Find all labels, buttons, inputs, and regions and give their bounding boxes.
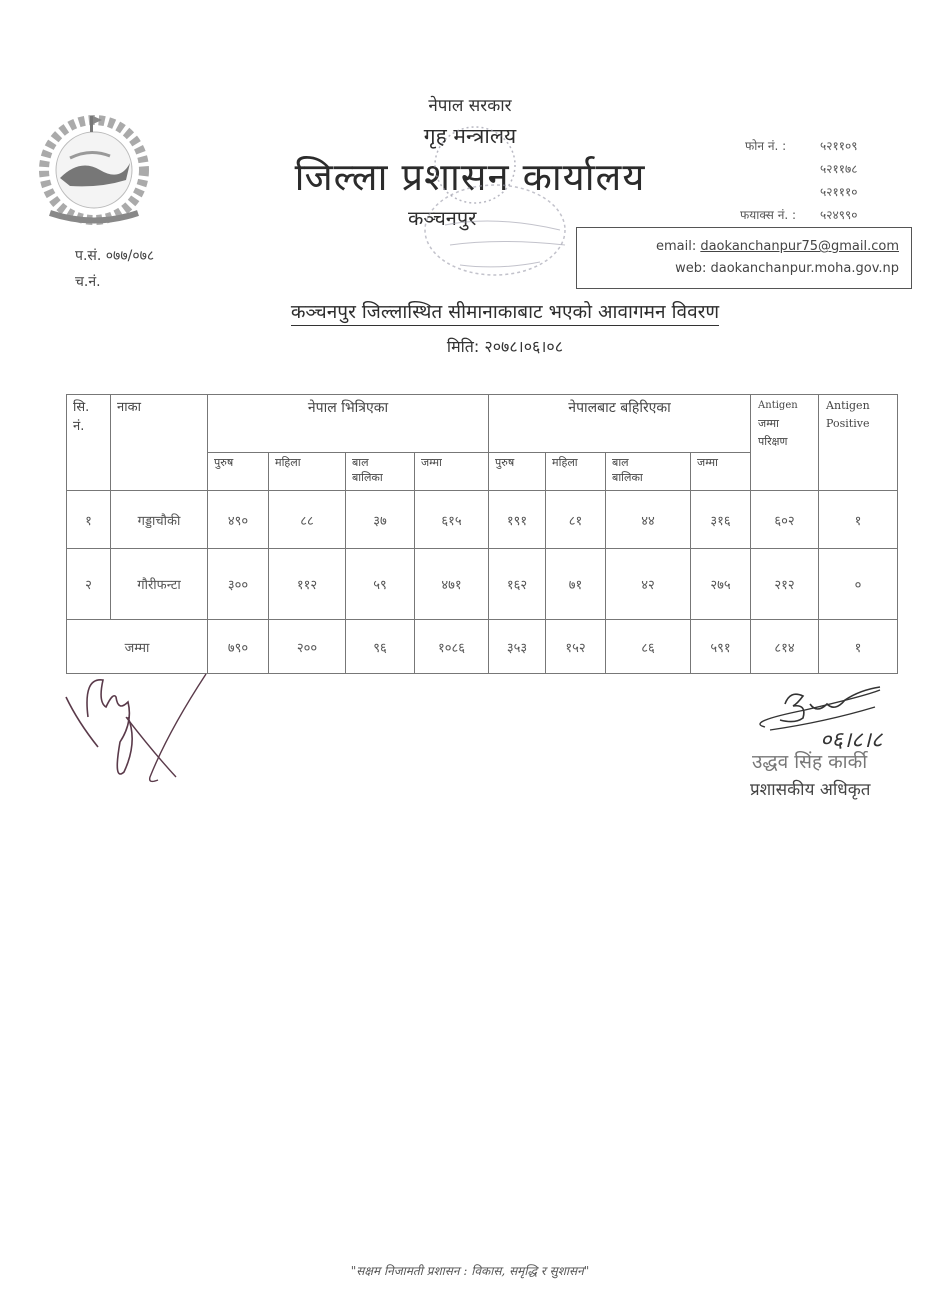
cell-out-children: ४४ bbox=[606, 491, 691, 549]
ministry-name: गृह मन्त्रालय bbox=[423, 124, 517, 148]
cell-out-female: ७१ bbox=[546, 549, 606, 620]
officer-name: उद्धव सिंह कार्की bbox=[752, 751, 868, 773]
cell-in-female: ८८ bbox=[269, 491, 346, 549]
cell-total-in-female: २०० bbox=[269, 620, 346, 674]
sub-header-children-in: बाल बालिका bbox=[346, 453, 415, 491]
cell-out-male: १९१ bbox=[489, 491, 546, 549]
left-signature bbox=[58, 672, 218, 787]
handwritten-date: ०६।८।८ bbox=[820, 728, 883, 752]
government-name: नेपाल सरकार bbox=[428, 96, 512, 116]
cell-out-children: ४२ bbox=[606, 549, 691, 620]
cell-sn: १ bbox=[67, 491, 111, 549]
cell-total-out-female: १५२ bbox=[546, 620, 606, 674]
cell-total-antigen-total: ८१४ bbox=[751, 620, 819, 674]
cell-antigen-positive: १ bbox=[819, 491, 898, 549]
header-row-1 bbox=[67, 395, 898, 453]
antigen-total-en: Antigen bbox=[758, 400, 798, 411]
phone-1: ५२११०९ bbox=[820, 139, 858, 153]
header-entered-nepal: नेपाल भित्रिएका bbox=[208, 395, 489, 453]
header-antigen-positive: Antigen Positive bbox=[819, 395, 898, 491]
cell-in-children: ३७ bbox=[346, 491, 415, 549]
table-total-row bbox=[67, 620, 898, 674]
cell-total-out-total: ५९१ bbox=[691, 620, 751, 674]
header-antigen-total bbox=[751, 395, 819, 491]
cell-naka: गौरीफन्टा bbox=[111, 549, 208, 620]
email-line bbox=[577, 236, 899, 258]
cell-out-male: १६२ bbox=[489, 549, 546, 620]
document-date: मिति: २०७८।०६।०८ bbox=[446, 337, 564, 356]
contact-box bbox=[576, 227, 912, 289]
web-label: web: bbox=[675, 261, 707, 276]
cell-antigen-total: २१२ bbox=[751, 549, 819, 620]
cell-in-male: ४९० bbox=[208, 491, 269, 549]
cell-sn: २ bbox=[67, 549, 111, 620]
officer-title: प्रशासकीय अधिकृत bbox=[750, 780, 871, 800]
table-row bbox=[67, 491, 898, 549]
header-left-nepal: नेपालबाट बहिरिएका bbox=[489, 395, 751, 453]
email-link[interactable]: daokanchanpur75@gmail.com bbox=[700, 239, 899, 254]
cell-in-children: ५९ bbox=[346, 549, 415, 620]
cell-in-total: ६१५ bbox=[415, 491, 489, 549]
cell-total-in-male: ७९० bbox=[208, 620, 269, 674]
phone-label: फोन नं. : bbox=[745, 139, 787, 153]
cell-total-antigen-positive: १ bbox=[819, 620, 898, 674]
cell-antigen-positive: ० bbox=[819, 549, 898, 620]
fax-label: फयाक्स नं. : bbox=[740, 208, 797, 222]
cell-total-out-children: ८६ bbox=[606, 620, 691, 674]
cell-total-label: जम्मा bbox=[67, 620, 208, 674]
sub-header-female-in: महिला bbox=[269, 453, 346, 491]
reference-cn: च.नं. bbox=[75, 274, 101, 290]
subject-heading bbox=[0, 298, 940, 324]
sub-header-female-out: महिला bbox=[546, 453, 606, 491]
cell-out-female: ८१ bbox=[546, 491, 606, 549]
sub-header-children-out: बाल बालिका bbox=[606, 453, 691, 491]
cell-in-male: ३०० bbox=[208, 549, 269, 620]
cell-total-out-male: ३५३ bbox=[489, 620, 546, 674]
office-name: जिल्ला प्रशासन कार्यालय bbox=[294, 155, 646, 199]
cell-total-in-children: ९६ bbox=[346, 620, 415, 674]
district-name: कञ्चनपुर bbox=[408, 206, 477, 230]
sub-header-total-in: जम्मा bbox=[415, 453, 489, 491]
sub-header-male-in: पुरुष bbox=[208, 453, 269, 491]
office-stamp bbox=[400, 120, 595, 280]
antigen-total-np: जम्मा परिक्षण bbox=[758, 417, 788, 448]
header-naka: नाका bbox=[111, 395, 208, 491]
border-movement-table bbox=[66, 394, 898, 674]
web-link[interactable]: daokanchanpur.moha.gov.np bbox=[710, 261, 899, 276]
footer-motto: "सक्षम निजामती प्रशासन : विकास, समृद्धि र सुशासन" bbox=[350, 1264, 590, 1278]
email-label: email: bbox=[655, 239, 697, 254]
subject-text: कञ्चनपुर जिल्लास्थित सीमानाकाबाट भएको आवागमन विवरण bbox=[291, 301, 719, 326]
cell-out-total: २७५ bbox=[691, 549, 751, 620]
phone-3: ५२१११० bbox=[820, 185, 858, 199]
sub-header-total-out: जम्मा bbox=[691, 453, 751, 491]
table-row bbox=[67, 549, 898, 620]
cell-antigen-total: ६०२ bbox=[751, 491, 819, 549]
cell-in-female: ११२ bbox=[269, 549, 346, 620]
cell-in-total: ४७१ bbox=[415, 549, 489, 620]
cell-total-in-total: १०८६ bbox=[415, 620, 489, 674]
phone-2: ५२११७८ bbox=[820, 162, 858, 176]
sub-header-male-out: पुरुष bbox=[489, 453, 546, 491]
cell-out-total: ३१६ bbox=[691, 491, 751, 549]
right-signature bbox=[745, 682, 920, 752]
cell-naka: गड्डाचौकी bbox=[111, 491, 208, 549]
web-line bbox=[577, 258, 899, 280]
fax-number: ५२४९९० bbox=[820, 208, 858, 222]
reference-ps: प.सं. ०७७/०७८ bbox=[75, 248, 155, 264]
header-sn: सि. नं. bbox=[67, 395, 111, 491]
